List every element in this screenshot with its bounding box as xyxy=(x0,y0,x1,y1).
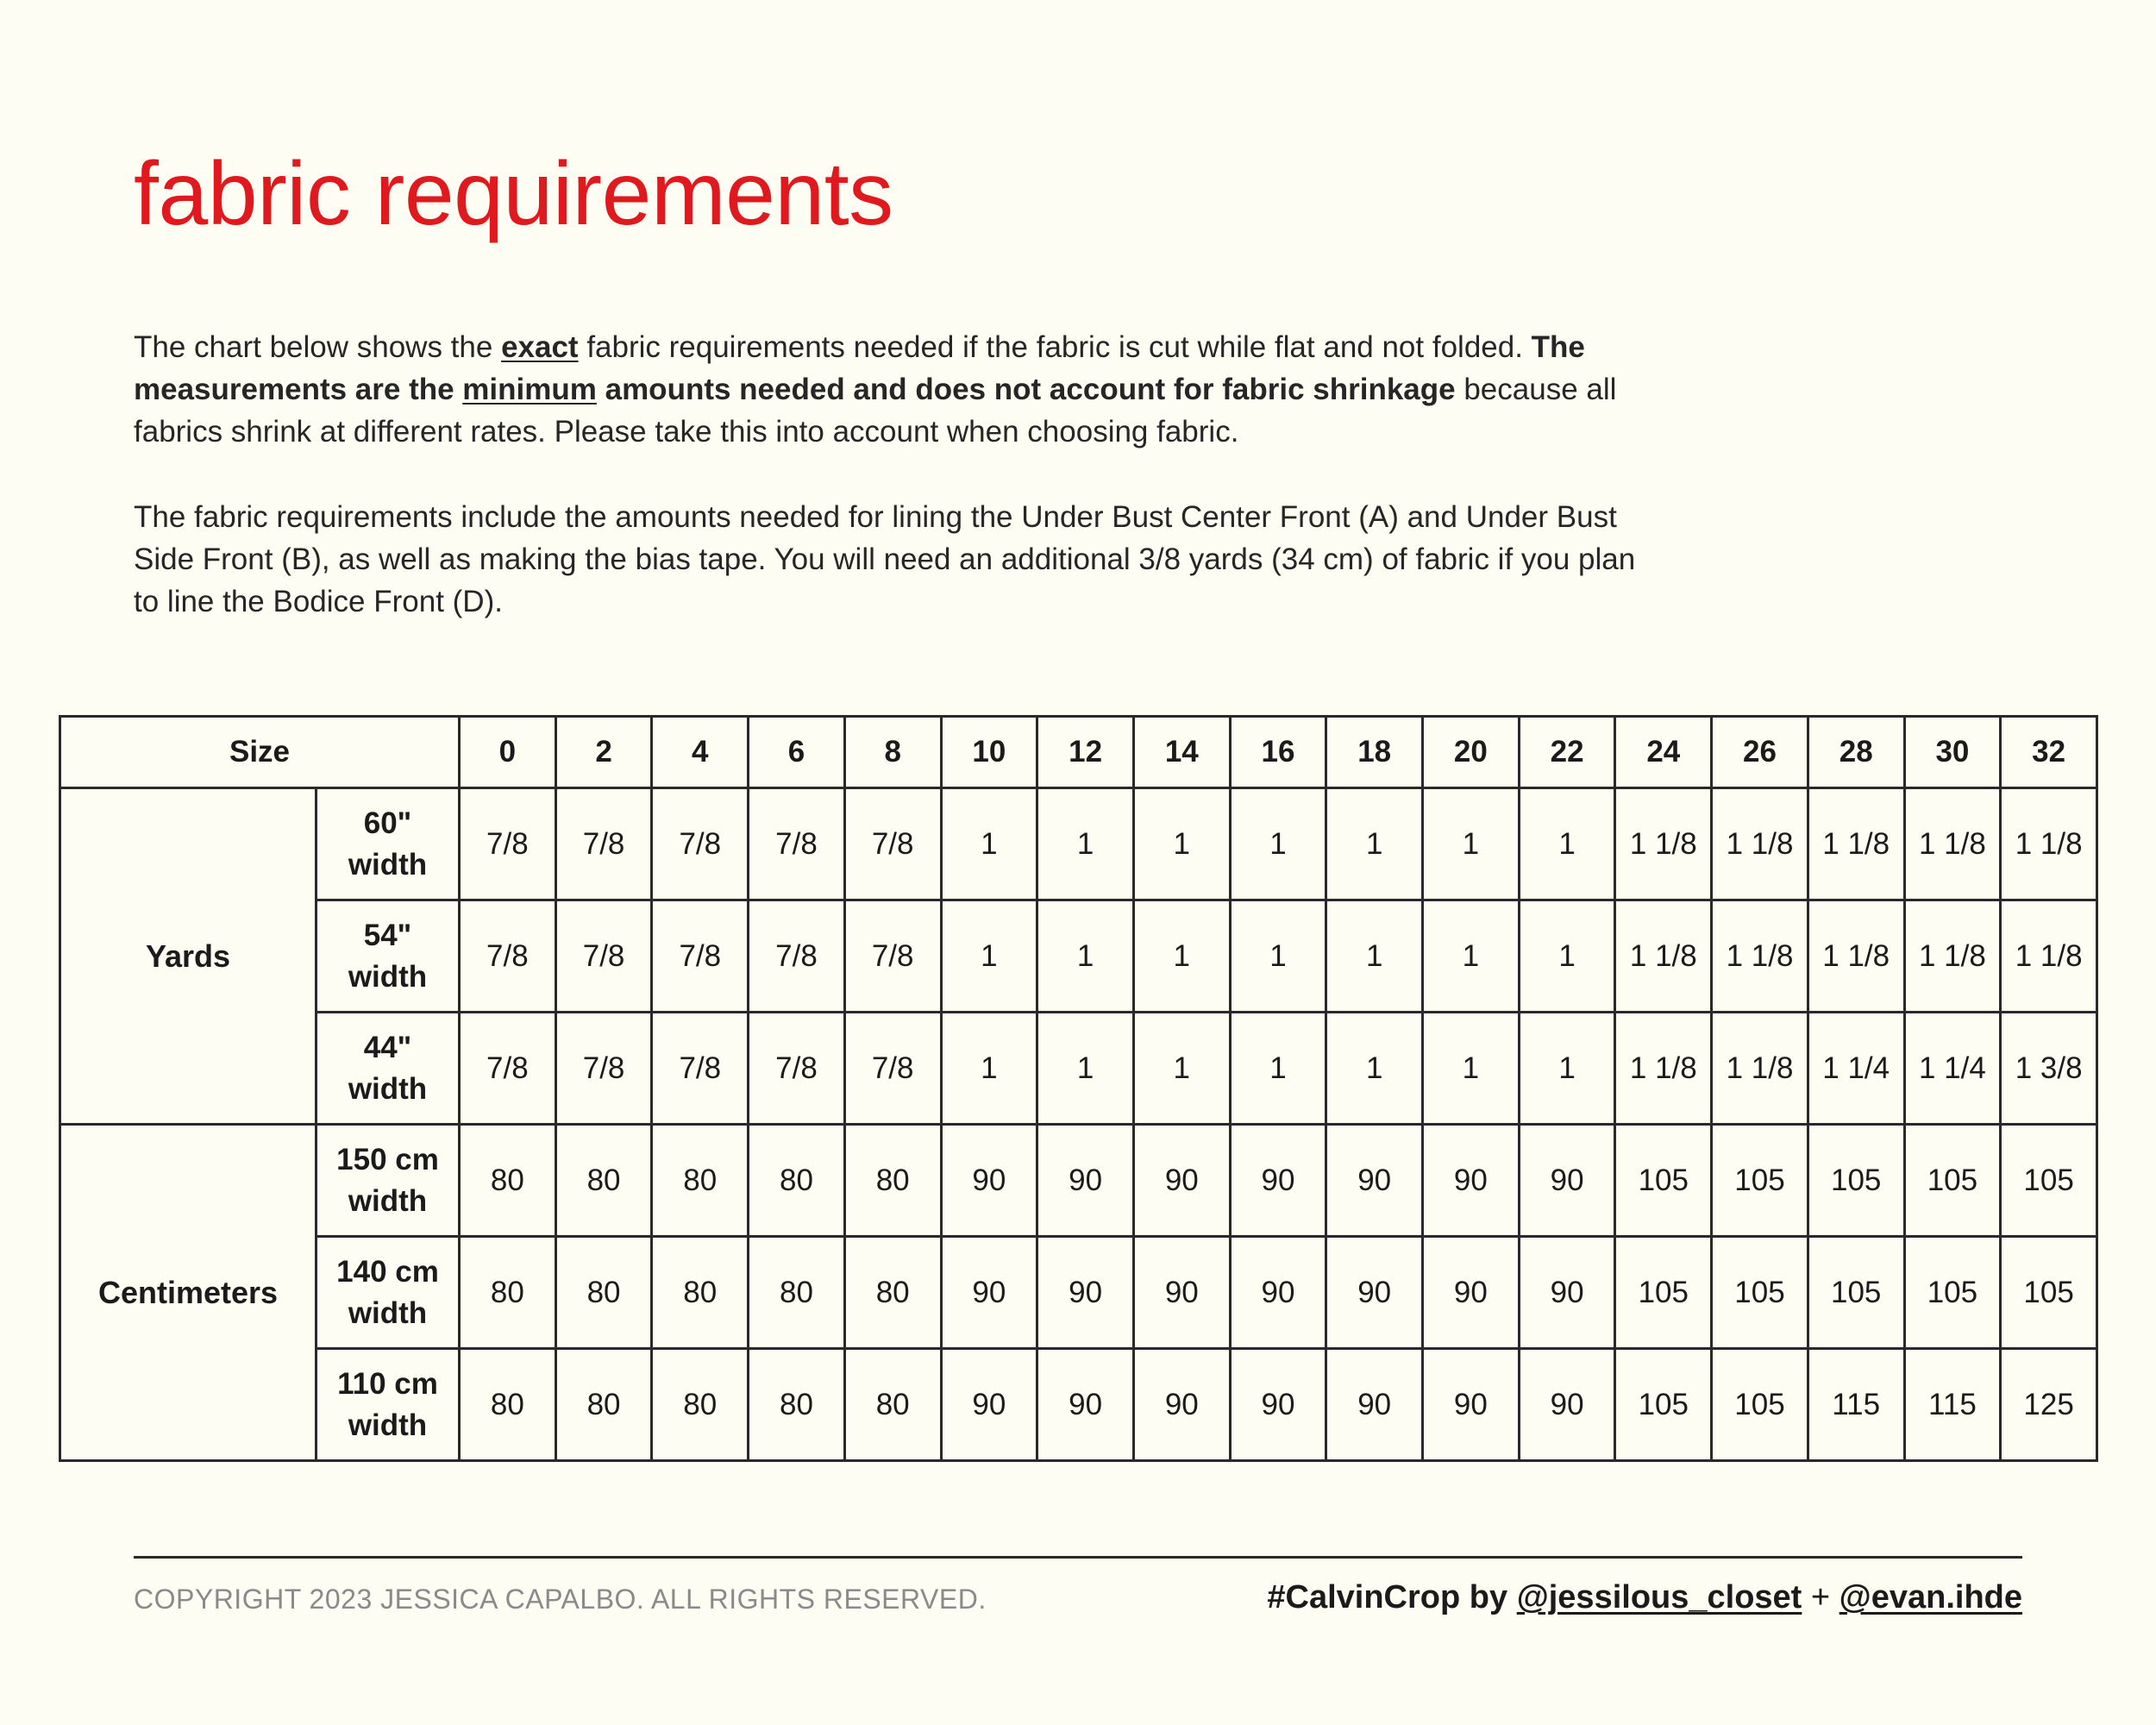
size-header-cell: 4 xyxy=(652,717,749,788)
requirement-cell: 105 xyxy=(1615,1237,1712,1349)
requirement-cell: 90 xyxy=(941,1237,1037,1349)
requirement-cell: 1 xyxy=(1230,1013,1326,1125)
footer-divider xyxy=(134,1556,2022,1559)
requirement-cell: 1 xyxy=(1519,788,1615,900)
fabric-width-label xyxy=(317,1125,460,1237)
requirement-cell: 1 xyxy=(1037,900,1134,1013)
requirement-cell: 115 xyxy=(1808,1349,1904,1461)
table-row xyxy=(60,1125,2097,1237)
fabric-width-value: 54" xyxy=(363,918,412,952)
requirement-cell: 1 xyxy=(941,1013,1037,1125)
requirement-cell: 105 xyxy=(1615,1125,1712,1237)
requirement-cell: 1 xyxy=(941,900,1037,1013)
requirement-cell: 105 xyxy=(2001,1237,2097,1349)
requirement-cell: 90 xyxy=(1326,1349,1423,1461)
requirement-cell: 1 1/8 xyxy=(1712,788,1808,900)
fabric-width-word: width xyxy=(348,847,428,881)
handle-link-evan-ihde[interactable]: @evan.ihde xyxy=(1839,1579,2022,1615)
requirement-cell: 1 1/8 xyxy=(1904,900,2001,1013)
fabric-width-value: 44" xyxy=(363,1030,412,1064)
requirement-cell: 1 xyxy=(1133,1013,1230,1125)
requirement-cell: 1 xyxy=(1037,788,1134,900)
size-header-cell: 32 xyxy=(2001,717,2097,788)
size-header-cell: 28 xyxy=(1808,717,1904,788)
requirement-cell: 90 xyxy=(1133,1349,1230,1461)
fabric-width-label xyxy=(317,1013,460,1125)
requirement-cell: 105 xyxy=(1808,1125,1904,1237)
fabric-width-label xyxy=(317,900,460,1013)
requirement-cell: 80 xyxy=(652,1349,749,1461)
requirement-cell: 105 xyxy=(1808,1237,1904,1349)
requirement-cell: 90 xyxy=(1133,1237,1230,1349)
size-header-row xyxy=(60,717,2097,788)
requirement-cell: 7/8 xyxy=(555,900,652,1013)
requirement-cell: 105 xyxy=(1615,1349,1712,1461)
requirement-cell: 1 xyxy=(1037,1013,1134,1125)
size-header-cell: 0 xyxy=(460,717,556,788)
requirement-cell: 1 xyxy=(1326,788,1423,900)
size-header-cell: 8 xyxy=(844,717,941,788)
requirement-cell: 90 xyxy=(1423,1349,1520,1461)
requirement-cell: 7/8 xyxy=(844,900,941,1013)
size-header-cell: 10 xyxy=(941,717,1037,788)
requirement-cell: 90 xyxy=(941,1125,1037,1237)
table-row xyxy=(60,788,2097,900)
handle-link-jessilous-closet[interactable]: @jessilous_closet xyxy=(1516,1579,1802,1615)
requirement-cell: 90 xyxy=(1519,1237,1615,1349)
intro-text: because all fabrics shrink at different rates. Please take this into account when choosing fabric. xyxy=(134,373,1617,448)
requirement-cell: 80 xyxy=(844,1237,941,1349)
requirement-cell: 1 1/8 xyxy=(1615,1013,1712,1125)
fabric-width-word: width xyxy=(348,1295,428,1330)
requirement-cell: 80 xyxy=(555,1125,652,1237)
requirement-cell: 80 xyxy=(652,1237,749,1349)
requirement-cell: 1 xyxy=(1326,900,1423,1013)
fabric-requirements-table xyxy=(59,715,2098,1462)
table-row xyxy=(60,1349,2097,1461)
requirement-cell: 1 1/8 xyxy=(1712,900,1808,1013)
requirement-cell: 80 xyxy=(844,1349,941,1461)
requirement-cell: 1 xyxy=(1133,788,1230,900)
requirement-cell: 1 1/4 xyxy=(1904,1013,2001,1125)
table-body xyxy=(60,788,2097,1461)
size-header-cell: 6 xyxy=(749,717,845,788)
requirement-cell: 125 xyxy=(2001,1349,2097,1461)
requirement-cell: 1 xyxy=(1423,1013,1520,1125)
intro-paragraph-1 xyxy=(134,326,1651,453)
requirement-cell: 1 1/4 xyxy=(1808,1013,1904,1125)
requirement-cell: 7/8 xyxy=(749,900,845,1013)
fabric-width-word: width xyxy=(348,1408,428,1442)
copyright-notice: COPYRIGHT 2023 JESSICA CAPALBO. ALL RIGHTS RESERVED. xyxy=(134,1584,987,1615)
requirement-cell: 1 xyxy=(1133,900,1230,1013)
plus-separator: + xyxy=(1802,1579,1839,1615)
unit-group-label: Centimeters xyxy=(60,1125,317,1461)
requirement-cell: 105 xyxy=(1904,1237,2001,1349)
requirement-cell: 105 xyxy=(1712,1125,1808,1237)
fabric-width-value: 140 cm xyxy=(336,1254,439,1289)
emphasis-minimum-note: The measurements are the minimum amounts needed and does not account for fabric shrinkage xyxy=(134,330,1585,406)
size-header-label: Size xyxy=(60,717,460,788)
requirement-cell: 105 xyxy=(2001,1125,2097,1237)
fabric-width-word: width xyxy=(348,959,428,994)
requirement-cell: 90 xyxy=(1230,1125,1326,1237)
requirement-cell: 1 1/8 xyxy=(1615,900,1712,1013)
size-header-cell: 2 xyxy=(555,717,652,788)
fabric-width-word: width xyxy=(348,1071,428,1106)
requirement-cell: 1 1/8 xyxy=(1808,900,1904,1013)
requirement-cell: 1 xyxy=(1519,900,1615,1013)
requirement-cell: 1 xyxy=(1519,1013,1615,1125)
requirement-cell: 1 1/8 xyxy=(1904,788,2001,900)
requirement-cell: 90 xyxy=(1423,1125,1520,1237)
requirement-cell: 7/8 xyxy=(652,900,749,1013)
size-header-cell: 26 xyxy=(1712,717,1808,788)
requirement-cell: 80 xyxy=(749,1237,845,1349)
size-header-cell: 22 xyxy=(1519,717,1615,788)
intro-text: fabric requirements needed if the fabric is cut while flat and not folded. xyxy=(578,330,1532,364)
requirement-cell: 1 xyxy=(1326,1013,1423,1125)
requirement-cell: 90 xyxy=(1230,1349,1326,1461)
requirement-cell: 1 xyxy=(941,788,1037,900)
requirement-cell: 1 xyxy=(1230,900,1326,1013)
credit-line xyxy=(1267,1579,2022,1616)
requirement-cell: 90 xyxy=(1037,1125,1134,1237)
fabric-width-word: width xyxy=(348,1183,428,1218)
requirement-cell: 90 xyxy=(1037,1349,1134,1461)
requirement-cell: 1 1/8 xyxy=(1808,788,1904,900)
hashtag-text: #CalvinCrop by xyxy=(1267,1579,1517,1615)
requirement-cell: 115 xyxy=(1904,1349,2001,1461)
requirement-cell: 7/8 xyxy=(652,788,749,900)
requirement-cell: 80 xyxy=(460,1125,556,1237)
requirement-cell: 90 xyxy=(1326,1237,1423,1349)
fabric-width-value: 60" xyxy=(363,806,412,840)
requirement-cell: 7/8 xyxy=(460,788,556,900)
requirement-cell: 1 xyxy=(1230,788,1326,900)
size-header-cell: 20 xyxy=(1423,717,1520,788)
size-header-cell: 14 xyxy=(1133,717,1230,788)
requirement-cell: 80 xyxy=(749,1349,845,1461)
size-header-cell: 16 xyxy=(1230,717,1326,788)
requirement-cell: 105 xyxy=(1904,1125,2001,1237)
requirement-cell: 80 xyxy=(555,1349,652,1461)
size-header-cell: 30 xyxy=(1904,717,2001,788)
requirement-cell: 1 3/8 xyxy=(2001,1013,2097,1125)
requirement-cell: 7/8 xyxy=(555,788,652,900)
requirement-cell: 80 xyxy=(555,1237,652,1349)
requirement-cell: 90 xyxy=(1519,1125,1615,1237)
requirement-cell: 80 xyxy=(749,1125,845,1237)
requirement-cell: 80 xyxy=(652,1125,749,1237)
intro-paragraph-2: The fabric requirements include the amounts needed for lining the Under Bust Center Front (A) and Under Bust Side Front (B), as well as making the bias tape. You will need an additional 3/8 yards (34 cm) of fabric if you plan to line the Bodice Front (D). xyxy=(134,500,1636,618)
requirement-cell: 7/8 xyxy=(555,1013,652,1125)
table-row xyxy=(60,1237,2097,1349)
requirement-cell: 1 1/8 xyxy=(1712,1013,1808,1125)
requirement-cell: 1 1/8 xyxy=(2001,900,2097,1013)
table-row xyxy=(60,1013,2097,1125)
requirement-cell: 7/8 xyxy=(460,900,556,1013)
requirement-cell: 7/8 xyxy=(460,1013,556,1125)
requirement-cell: 7/8 xyxy=(652,1013,749,1125)
size-header-cell: 18 xyxy=(1326,717,1423,788)
fabric-width-label xyxy=(317,1349,460,1461)
fabric-width-value: 150 cm xyxy=(336,1142,439,1176)
requirement-cell: 7/8 xyxy=(749,1013,845,1125)
emphasis-exact: exact xyxy=(501,330,579,364)
requirement-cell: 90 xyxy=(1423,1237,1520,1349)
size-header-cell: 24 xyxy=(1615,717,1712,788)
requirement-cell: 90 xyxy=(1230,1237,1326,1349)
requirement-cell: 1 xyxy=(1423,788,1520,900)
requirement-cell: 1 1/8 xyxy=(1615,788,1712,900)
requirement-cell: 105 xyxy=(1712,1237,1808,1349)
intro-text: The chart below shows the xyxy=(134,330,502,364)
requirement-cell: 7/8 xyxy=(844,788,941,900)
page-title: fabric requirements xyxy=(134,144,893,244)
requirement-cell: 90 xyxy=(1326,1125,1423,1237)
table-row xyxy=(60,900,2097,1013)
requirement-cell: 90 xyxy=(1519,1349,1615,1461)
requirement-cell: 7/8 xyxy=(844,1013,941,1125)
requirement-cell: 80 xyxy=(460,1349,556,1461)
fabric-width-value: 110 cm xyxy=(337,1366,438,1401)
requirement-cell: 1 1/8 xyxy=(2001,788,2097,900)
requirement-cell: 80 xyxy=(844,1125,941,1237)
requirement-cell: 90 xyxy=(941,1349,1037,1461)
requirement-cell: 105 xyxy=(1712,1349,1808,1461)
requirement-cell: 80 xyxy=(460,1237,556,1349)
size-header-cell: 12 xyxy=(1037,717,1134,788)
fabric-width-label xyxy=(317,788,460,900)
requirement-cell: 1 xyxy=(1423,900,1520,1013)
requirement-cell: 90 xyxy=(1037,1237,1134,1349)
unit-group-label: Yards xyxy=(60,788,317,1125)
requirement-cell: 7/8 xyxy=(749,788,845,900)
fabric-width-label xyxy=(317,1237,460,1349)
requirement-cell: 90 xyxy=(1133,1125,1230,1237)
